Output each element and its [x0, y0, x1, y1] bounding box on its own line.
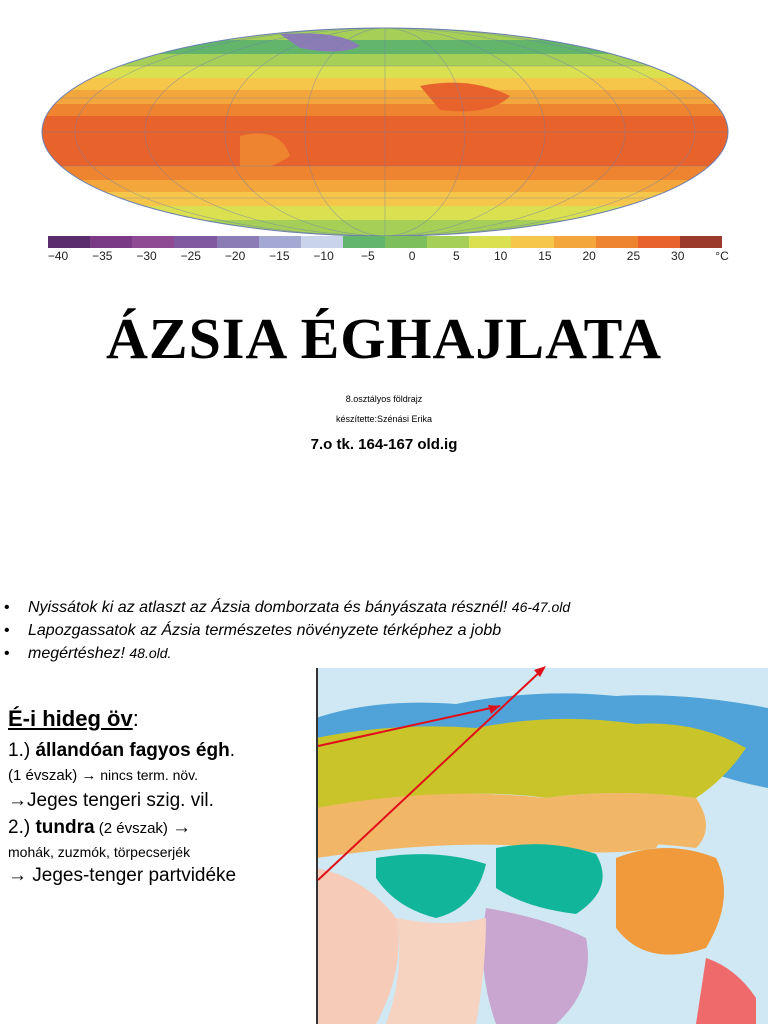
scale-label: −40	[47, 249, 69, 263]
page-title: ÁZSIA ÉGHAJLATA	[106, 306, 662, 371]
arrow-icon: →	[8, 865, 27, 886]
subtitle-grade: 8.osztályos földrajz	[345, 394, 423, 404]
scale-label: −30	[136, 249, 157, 263]
temperature-color-scale	[48, 236, 722, 248]
scale-swatch	[638, 236, 680, 248]
scale-swatch	[680, 236, 722, 248]
scale-swatch	[90, 236, 132, 248]
world-temperature-map	[40, 26, 730, 242]
climate-zone-notes: É-i hideg öv: 1.) állandóan fagyos égh. (1 évszak) → nincs term. növ. →Jeges tengeri szig. vil. 2.) tundra (2 évszak) → mohák, zuzmók, törpecserjék → Jeges-tenger partvidéke	[8, 706, 237, 886]
scale-label: −20	[224, 249, 246, 263]
scale-swatch	[511, 236, 553, 248]
scale-label: −5	[361, 249, 375, 263]
scale-label: 25	[626, 249, 641, 263]
scale-swatch	[554, 236, 596, 248]
scale-swatch	[259, 236, 301, 248]
scale-swatch	[385, 236, 427, 248]
scale-label: 15	[538, 249, 552, 263]
list-item: • Nyissátok ki az atlaszt az Ázsia domborzata és bányászata résznél! 46-47.old	[4, 596, 764, 619]
scale-label: 5	[453, 249, 460, 263]
scale-label: −15	[269, 249, 290, 263]
scale-label: −25	[180, 249, 201, 263]
scale-label: 30	[671, 249, 685, 263]
arrow-icon: →	[8, 790, 27, 811]
scale-swatch	[596, 236, 638, 248]
scale-label: 20	[582, 249, 596, 263]
scale-label: −10	[313, 249, 334, 263]
list-item: • megértéshez! 48.old.	[4, 642, 764, 665]
arrow-icon: →	[172, 817, 192, 838]
zone-heading: É-i hideg öv	[8, 706, 133, 731]
instruction-list	[4, 596, 764, 665]
subtitle-author: készítette:Szénási Erika	[335, 414, 433, 424]
list-item: • Lapozgassatok az Ázsia természetes növényzete térképhez a jobb	[4, 619, 764, 642]
scale-swatch	[427, 236, 469, 248]
textbook-reference: 7.o tk. 164-167 old.ig	[310, 436, 458, 453]
scale-swatch	[48, 236, 90, 248]
asia-vegetation-map	[316, 668, 768, 1024]
zone-item-1-title: állandóan fagyos égh	[35, 740, 230, 761]
scale-label: 0	[408, 249, 416, 263]
scale-swatch	[301, 236, 343, 248]
scale-swatch	[343, 236, 385, 248]
temperature-scale-labels	[48, 249, 738, 263]
scale-swatch	[174, 236, 216, 248]
scale-swatch	[217, 236, 259, 248]
zone-item-2-title: tundra	[35, 817, 95, 838]
scale-label: °C	[715, 249, 729, 263]
scale-label: −35	[92, 249, 113, 263]
scale-label: 10	[493, 249, 508, 263]
scale-swatch	[469, 236, 511, 248]
arrow-icon: →	[81, 767, 97, 784]
scale-swatch	[132, 236, 174, 248]
